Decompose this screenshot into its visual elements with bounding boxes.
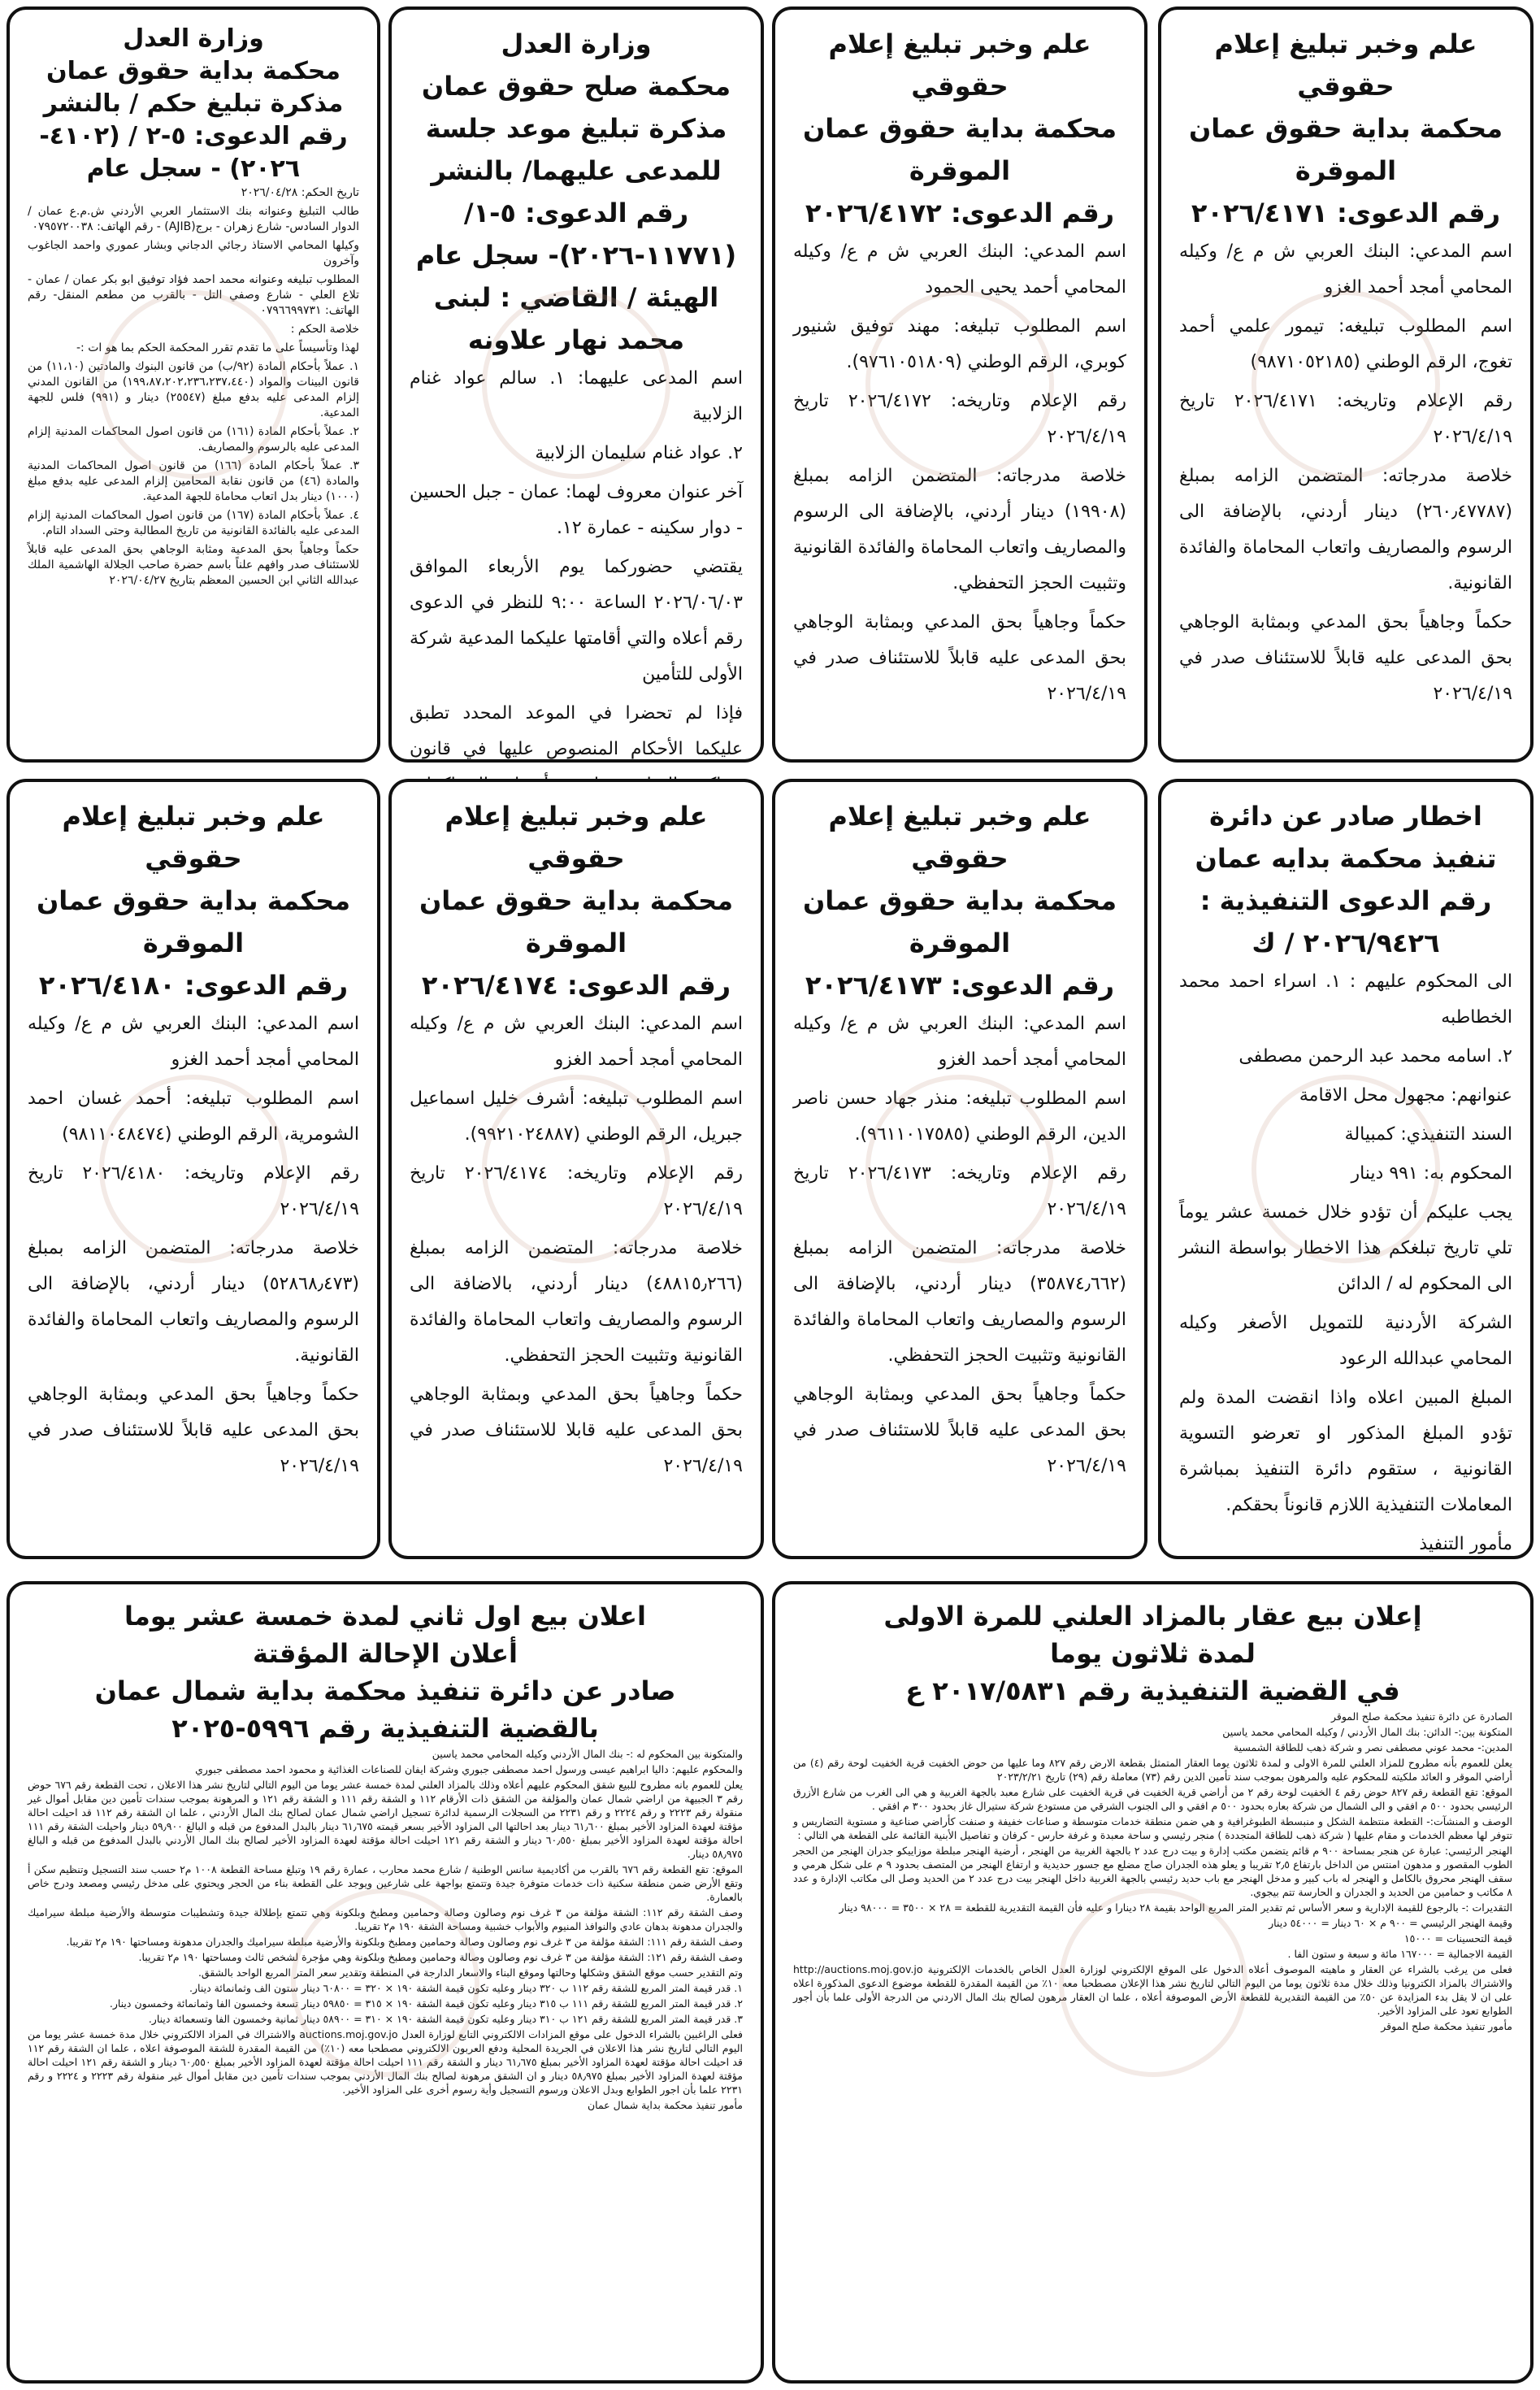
notice-paragraph: حكماً وجاهياً بحق المدعي وبمثابة الوجاهي بحق المدعى عليه قابلاً للاستئناف صدر في ٢٠٢٦/٤/١٩ <box>793 612 1126 704</box>
notice-paragraph: الموقع: تقع القطعة رقم ٦٧٦ بالقرب من أكاديمية سانس الوطنية / شارع محمد محارب ، عمارة رقم ١٩ وتبلغ مساحة القطعة ١٠٠٨ م٢ حسب سند التسجيل وتنظيم سكن أ وتقع الأرض ضمن منطقة سكنية ذات خدمات متوفرة جيدة وتتمتع بواجهة على شارعين ويوجد على القطعة بناء من الحجر ويحتوي على مدخل رئيسي ومصعد ودرج خاص بالعمارة. <box>28 1863 744 1903</box>
notice-heading-line: للمدعى عليهما/ بالنشر <box>431 155 722 186</box>
notice-paragraph: المدين:- محمد عوني مصطفى نصر و شركة ذهب للطاقة الشمسية <box>1233 1741 1512 1753</box>
notice-paragraph: حكماً وجاهياً بحق المدعي وبمثابة الوجاهي بحق المدعى عليه قابلا للاستئناف صدر في ٢٠٢٦/٤/١٩ <box>410 1384 743 1476</box>
notice-paragraph: السند التنفيذي: كمبيالة <box>1344 1124 1512 1145</box>
notice-heading-line: ٢٠٢٦/٩٤٢٦ / ك <box>1252 928 1440 958</box>
notice-paragraph: فعلى من يرغب بالشراء عن العقار و ماهيته الموصوف أعلاه الدخول على الموقع الإلكتروني لوزارة العدل الخاص بالخدمات الإلكترونية http://auctions.moj.gov.jo والاشتراك بالمزاد الكترونيا وذلك خلال مدة ثلاثون يوما من اليوم التالي لتاريخ نشر هذا الإعلان مصطحبا معه ١٠٪ من القيمة المقدرة للقطعة موضوع الدعوى المذكورة اعلاه على ان لا يقل بدء المزايدة عن ٥٠٪ من القيمة التقديرية للقطعة الأرض الموصوفة أعلاه ، علما ان العقار مرهون لصالح بنك المال الاردني من الدرجة الأولى علما بأن أجور الطوابع تعود على المزاود الأخير. <box>793 1963 1512 2017</box>
notice-paragraph: ٢. عواد غنام سليمان الزلابية <box>535 443 743 463</box>
notice-paragraph: يعلن للعموم بانه مطروح للبيع شقق المحكوم عليهم أعلاه وذلك بالمزاد العلني لمدة خمسة عشر يوما من اليوم التالي لتاريخ نشر هذا الاعلان ، تحت القطعة رقم ٦٧٦ حوض رقم ٣ الجبيهة من اراضي شمال عمان والمؤلفة من الشقق ذات الأرقام ١١٢ و الشقة رقم ١١١ و الشقة رقم ١٢١ و المرهونة بموجب سندات تأمين دين مقابل أموال غير منقولة رقم ٢٢٢٣ و رقم ٢٢٢٤ و رقم ٢٢٣١ من السجلات الرسمية لدائرة تسجيل اراضي شمال عمان لصالح بنك المال الأردني ، علما ان الشقة رقم ١١٢ قد احيلت احالة مؤقتة لعهدة المزاود الأخير بمبلغ ٦١٫٦٠٠ دينار بعد احالتها الى المزاود الأخير بسعر قيمته ٦١٫٦٧٥ دينار بالبدل المدفوع من قبله و البالغ ٥٩٫٩٠٠ دينار واحيلت الشقة رقم ١١١ احالة مؤقتة لعهدة المزاود الأخير بمبلغ ٦٠٫٥٥٠ دينار و الشقة رقم ١٢١ احيلت احالة مؤقتة لعهدة المزاود الأخير لصالح بنك المال الأردني بالبدل المدفوع من قبله و البالغ ٥٨٫٩٧٥ دينار. <box>28 1779 744 1860</box>
notice-heading-line: محكمة بداية حقوق عمان <box>36 885 351 916</box>
notice-paragraph: يعلن للعموم بأنه مطروح للمزاد العلني للمرة الاولى و لمدة ثلاثون يوما العقار المتمثل بقطعة الارض رقم ٨٢٧ وما عليها من حوض الخفيت قرية الخفيت لوحة رقم (٤) من أراضي الموقر و العائد ملكيته للمحكوم عليه والمرهون بموجب سند تأمين الدين رقم (٧٣) معاملة رقم (٢٩) تاريخ ٢٠٢٣/٢/٢١ <box>793 1757 1512 1783</box>
notice-paragraph: مأمور تنفيذ محكمة بداية شمال عمان <box>587 2099 743 2111</box>
notice-paragraph: خلاصة مدرجاته: المتضمن الزامه بمبلغ (١٩٩٠٨) دينار أردني، بالإضافة الى الرسوم والمصاريف واتعاب المحاماة والفائدة القانونية وتثبيت الحجز التحفظي. <box>793 466 1126 593</box>
notice-paragraph: ٢. قدر قيمة المتر المربع للشقة رقم ١١١ ب ٣١٥ دينار وعليه تكون قيمة الشقة ١٩٠ × ٣١٥ = ٥٩٨٥٠ دينار تسعة وخمسون الفا وثمانمائة وخمسون دينار. <box>109 1997 743 2010</box>
notice-4171 <box>1158 7 1533 763</box>
notice-paragraph: ٤. عملاً بأحكام المادة (١٦٧) من قانون اصول المحاكمات المدنية إلزام المدعى عليه بالفائدة القانونية من تاريخ المطالبة وحتى السداد التام. <box>28 509 359 537</box>
notice-4172 <box>772 7 1147 763</box>
notice-paragraph: خلاصة مدرجاته: المتضمن الزامه بمبلغ (٥٢٨٦٨٫٤٧٣) دينار أردني، بالإضافة الى الرسوم والمصاريف واتعاب المحاماة والفائدة القانونية. <box>28 1238 359 1366</box>
notice-paragraph: حكماً وجاهياً بحق المدعية ومثابة الوجاهي بحق المدعى عليه قابلاً للاستئناف صدر وافهم علناً باسم حضرة صاحب الجلالة الهاشمية الملك عبدالله الثاني ابن الحسين المعظم بتاريخ ٢٠٢٦/٠٤/٢٧ <box>28 543 359 587</box>
notice-paragraph: رقم الإعلام وتاريخه: ٢٠٢٦/٤١٧١ تاريخ ٢٠٢٦/٤/١٩ <box>1179 391 1512 447</box>
notice-paragraph: طالب التبليغ وعنوانه بنك الاستثمار العربي الأردني ش.م.ع عمان / الدوار السادس- شارع زهران - برج(AJIB) - رقم الهاتف: ٠٧٩٥٧٢٠٠٣٨ <box>28 205 359 233</box>
notice-heading-line: اعلان بيع اول ثاني لمدة خمسة عشر يوما <box>124 1601 646 1632</box>
notice-paragraph: المبلغ المبين اعلاه واذا انقضت المدة ولم تؤدو المبلغ المذكور او تعرضو التسوية القانونية ، ستقوم دائرة التنفيذ بمباشرة المعاملات التنفيذية اللازم قانوناً بحقكم. <box>1179 1388 1512 1515</box>
notice-paragraph: رقم الإعلام وتاريخه: ٢٠٢٦/٤١٧٢ تاريخ ٢٠٢٦/٤/١٩ <box>793 391 1126 447</box>
notice-paragraph: والمتكونة بين المحكوم له :- بنك المال الأردني وكيله المحامي محمد ياسين <box>432 1748 743 1760</box>
notice-body <box>28 1747 743 2112</box>
notice-body <box>410 1006 743 1484</box>
notice-4174 <box>388 779 764 1559</box>
notice-heading-line: رقم الدعوى: ٥-٢ / (٤١٠٢- <box>39 122 348 150</box>
notice-paragraph: خلاصة مدرجاته: المتضمن الزامه بمبلغ (٢٦٠٫٤٧٧٨٧) دينار أردني، بالإضافة الى الرسوم والمصاريف واتعاب المحاماة والفائدة القانونية. <box>1179 466 1512 593</box>
notice-paragraph: وقيمة الهنجر الرئيسي = ٩٠٠ م × ٦٠ دينار = ٥٤٠٠٠ دينار <box>1269 1917 1512 1929</box>
notice-heading-line: رقم الدعوى: ٢٠٢٦/٤١٧٣ <box>805 970 1115 1001</box>
notice-body <box>28 1006 359 1484</box>
notice-paragraph: رقم الإعلام وتاريخه: ٢٠٢٦/٤١٧٣ تاريخ ٢٠٢٦/٤/١٩ <box>793 1163 1126 1219</box>
notice-paragraph: عنوانهم: مجهول محل الاقامة <box>1299 1085 1512 1106</box>
notice-paragraph: ١. قدر قيمة المتر المربع للشقة رقم ١١٢ ب ٣٢٠ دينار وعليه تكون قيمة الشقة ١٩٠ × ٣٢٠ = ٦٠٨٠٠ دينار ستون الف وثمانمائة دينار. <box>189 1982 743 1994</box>
notice-paragraph: يقتضي حضوركما يوم الأربعاء الموافق ٢٠٢٦/٠٦/٠٣ الساعة ٩:٠٠ للنظر في الدعوى رقم أعلاه والتي أقامتها عليكما المدعية شركة الأولى للتأمين <box>410 557 743 684</box>
notice-paragraph: خلاصة مدرجاته: المتضمن الزامه بمبلغ (٤٨٨١٥٫٢٦٦) دينار أردني، بالاضافة الى الرسوم والمصاريف واتعاب المحاماة والفائدة القانونية وتثبيت الحجز التحفظي. <box>410 1238 743 1366</box>
notice-paragraph: اسم المطلوب تبليغه: أشرف خليل اسماعيل جبريل، الرقم الوطني (٩٩٢١٠٢٤٨٨٧). <box>410 1089 743 1145</box>
notice-judgment-4102 <box>7 7 380 763</box>
notice-paragraph: تاريخ الحكم: ٢٠٢٦/٠٤/٢٨ <box>241 186 359 199</box>
notice-paragraph: والمحكوم عليهم: داليا ابراهيم عيسى ورسول احمد مصطفى جبوري وشركة ايفان للصناعات الغذائية و محمود احمد مصطفى جبوري <box>195 1763 743 1775</box>
notice-paragraph: الشركة الأردنية للتمويل الأصغر وكيله المحامي عبدالله الرعود <box>1179 1313 1512 1369</box>
notice-paragraph: مأمور التنفيذ <box>1419 1534 1512 1554</box>
notice-paragraph: رقم الإعلام وتاريخه: ٢٠٢٦/٤١٧٤ تاريخ ٢٠٢٦/٤/١٩ <box>410 1163 743 1219</box>
notice-heading-line: رقم الدعوى: ٥-١/ <box>463 198 689 228</box>
notice-heading-line: رقم الدعوى: ٢٠٢٦/٤١٧١ <box>1191 198 1501 228</box>
notice-heading-line: علم وخبر تبليغ إعلام حقوقي <box>828 801 1091 874</box>
notice-paragraph: لهذا وتأسيساً على ما تقدم تقرر المحكمة الحكم بما هو ات :- <box>76 341 359 354</box>
notice-heading-line: الموقرة <box>909 928 1011 958</box>
notice-body <box>793 1710 1512 2033</box>
notice-paragraph: المحكوم به: ٩٩١ دينار <box>1351 1163 1512 1184</box>
notice-paragraph: التقديرات :- بالرجوع للقيمة الإدارية و سعر الأساس ثم تقدير المتر المربع الواحد بقيمة ٢٨ دينارا و عليه فأن القيمة التقديرية للقطعة = ٢٨ × ٣٥٠٠ = ٩٨٠٠٠ دينار <box>839 1901 1512 1914</box>
notice-paragraph: اسم المطلوب تبليغه: تيمور علمي أحمد تغوج، الرقم الوطني (٩٨٧١٠٥٢١٨٥) <box>1179 316 1512 372</box>
notice-heading-line: إعلان بيع عقار بالمزاد العلني للمرة الاولى <box>883 1601 1422 1632</box>
notice-heading-line: ٢٠٢٦) - سجل عام <box>86 154 301 183</box>
notice-auction-5831 <box>772 1581 1533 2383</box>
notice-heading-line: مذكرة تبليغ حكم / بالنشر <box>43 89 344 118</box>
notice-heading-line: محكمة بداية حقوق عمان <box>802 885 1117 916</box>
notice-paragraph: اسم المدعي: البنك العربي ش م ع/ وكيله المحامي أمجد أحمد الغزو <box>410 1014 743 1070</box>
notice-execution-9426 <box>1158 779 1533 1559</box>
notice-paragraph: الى المحكوم عليهم : ١. اسراء احمد محمد الخطاطبه <box>1179 971 1512 1028</box>
notice-body <box>793 1006 1126 1484</box>
notice-paragraph: الصادرة عن دائرة تنفيذ محكمة صلح الموقر <box>1330 1710 1512 1723</box>
notice-paragraph: فإذا لم تحضرا في الموعد المحدد تطبق عليكما الأحكام المنصوص عليها في قانون <box>410 703 743 759</box>
notice-paragraph: حكماً وجاهياً بحق المدعي وبمثابة الوجاهي بحق المدعى عليه قابلاً للاستئناف صدر في ٢٠٢٦/٤/١٩ <box>28 1384 359 1476</box>
notice-paragraph: المطلوب تبليغه وعنوانه محمد احمد فؤاد توفيق ابو بكر عمان / عمان - تلاع العلي - شارع وصفي التل - بالقرب من مطعم المنقل- رقم الهاتف: ٠٧٩٦٦٩٩٧٣١ <box>28 273 359 317</box>
notice-heading-line: لمدة ثلاثون يوما <box>1050 1638 1256 1669</box>
notice-paragraph: فعلى الراغبين بالشراء الدخول على موقع المزادات الالكتروني التابع لوزارة العدل auctions.moj.gov.jo والاشتراك في المزاد الالكتروني خلال مدة خمسة عشر يوما من اليوم التالي لتاريخ نشر هذا الاعلان في الجريدة المحلية ودفع العربون الالكتروني مصطحبا معه (١٠٪) من القيمة المقدرة للشقة الموصوفة اعلاه ، علما ان الشقة رقم ١١٢ قد احيلت احالة مؤقتة لعهدة المزاود الأخير بمبلغ ٦١٫٦٧٥ دينار و الشقة رقم ١١١ احيلت احالة مؤقتة لعهدة المزاود الأخير بمبلغ ٦٠٫٥٥٠ دينار و الشقة رقم ١٢١ احيلت احالة مؤقتة لعهدة المزاود الأخير بمبلغ ٥٨٫٩٧٥ دينار و ان الشقق مرهونة لصالح بنك المال الأردني بموجب سندات تأمين دين مقابل أموال غير منقولة رقم ٢٢٢٣ و ٢٢٢٤ و رقم ٢٢٣١ علما بأن اجور الطوابع وبدل الاعلان ورسوم التسجيل وأية رسوم أخرى على المزاود الأخير. <box>28 2028 743 2096</box>
notice-paragraph: ٣. قدر قيمة المتر المربع للشقة رقم ١٢١ ب ٣١٠ دينار وعليه تكون قيمة الشقة ١٩٠ × ٣١٠ = ٥٨٩٠٠ دينار ثمانية وخمسون الفا وتسعمائة دينار. <box>148 2013 743 2025</box>
notice-paragraph: خلاصة الحكم : <box>290 323 359 336</box>
notice-body <box>1179 234 1512 712</box>
notice-heading-line: محكمة بداية حقوق عمان <box>1188 113 1503 144</box>
notice-heading-line: محكمة بداية حقوق عمان <box>419 885 734 916</box>
notice-paragraph: الوصف و المنشآت:- القطعة منتظمة الشكل و منبسطة الطبوغرافية و هي ضمن منطقة خدمات متوسطة و صناعات خفيفة و صنفت كأراضي صناعية و مستوية التضاريس و تتوفر لها معظم الخدمات و مقام عليها ( شركة ذهب للطاقة المتجددة ) منجر رئيسي و ساحة معبدة و غرفة حارس - كرفان و تفاصيل الأبنية القائمة على القطعة هي التالي : <box>793 1815 1512 1841</box>
notice-heading-line: رقم الدعوى: ٢٠٢٦/٤١٨٠ <box>38 970 349 1001</box>
notice-heading-line: محمد نهار علاونه <box>467 324 685 355</box>
notice-paragraph: خلاصة مدرجاته: المتضمن الزامه بمبلغ (٣٥٨٧٤٫٦٦٢) دينار أردني، بالإضافة الى الرسوم والمصاريف واتعاب المحاماة والفائدة القانونية وتثبيت الحجز التحفظي. <box>793 1238 1126 1366</box>
notice-heading-line: تنفيذ محكمة بدايه عمان <box>1195 843 1497 874</box>
notice-paragraph: اسم المدعي: البنك العربي ش م ع/ وكيله المحامي أمجد أحمد الغزو <box>793 1014 1126 1070</box>
notice-body <box>28 185 359 589</box>
notice-paragraph: اسم المدعي: البنك العربي ش م ع/ وكيله المحامي أحمد يحيى الحمود <box>793 241 1126 298</box>
notice-paragraph: مأمور تنفيذ محكمة صلح الموقر <box>1381 2020 1512 2032</box>
notice-body <box>410 361 743 839</box>
notice-heading-line: محكمة بداية حقوق عمان <box>46 57 341 85</box>
notice-paragraph: وتم التقدير حسب موقع الشقق وشكلها وحالتها وموقع البناء والاسعار الدارجة في المنطقة وتقدير سعر المتر المربع الواحد بالشقق. <box>197 1966 743 1979</box>
notice-paragraph: ١. عملاً بأحكام المادة (٩٢/ب) من قانون البنوك والمادتين (١١،١٠) من قانون البينات والمواد (١٩٩،٨٧،٢٠٢،٢٣٦،٢٣٧،٤٤٠) من القانون المدني إلزام المدعى عليه بدفع مبلغ (٢٥٥٤٧) دينار و (٩٩١) فلس للجهة المدعية. <box>28 360 360 419</box>
notice-paragraph: ٢. اسامه محمد عبد الرحمن مصطفى <box>1239 1046 1512 1067</box>
notice-heading-line: الموقرة <box>525 928 627 958</box>
notice-heading-line: الموقرة <box>1295 155 1397 186</box>
notice-heading-line: الموقرة <box>909 155 1011 186</box>
notice-paragraph: اسم المدعي: البنك العربي ش م ع/ وكيله المحامي أمجد أحمد الغزو <box>28 1014 359 1070</box>
notice-paragraph: ٢. عملاً بأحكام المادة (١٦١) من قانون اصول المحاكمات المدنية إلزام المدعى عليه بالرسوم والمصاريف. <box>28 425 359 454</box>
notice-heading-line: في القضية التنفيذية رقم ٢٠١٧/٥٨٣١ ع <box>905 1675 1400 1706</box>
notice-heading-line: علم وخبر تبليغ إعلام حقوقي <box>1214 28 1477 102</box>
notice-heading-line: وزارة العدل <box>123 24 264 53</box>
notice-heading-line: الموقرة <box>142 928 245 958</box>
notice-paragraph: وكيلها المحامي الاستاذ رجائي الدجاني وبشار عموري واحمد الجاغوب وآخرون <box>28 239 359 267</box>
notice-heading-line: علم وخبر تبليغ إعلام حقوقي <box>828 28 1091 102</box>
notice-body <box>793 234 1126 712</box>
notice-paragraph: الهنجر الرئيسي: عبارة عن هنجر بمساحة ٩٠٠ م قائم يتضمن مكتب إدارة و بيت درج عدد ٢ بالجهة الغربية من الهنجر ، أرضية الهنجر مبلطة موزاييكو جدران الهنجر من الحجر الطوب المقصور و مدهون امنتس من الداخل بارتفاع ٢٫٥ تقريبا و يعلو هذه الجدران صاج مضلع مع جسور حديدية و ارتفاع الهنجر من المتصف بحدود ٩ م على شكل هرمي و سقف الهنجر محروق بالكامل و الهنجر له باب كبير و مدخل الهنجر مع باب حديد رئيسي بالجهة الغربية داخل الهنجر بيت درج عدد ٢ من الحديد وصل الى مكاتب الإدارة و عدد ٨ مكاتب و حمامين من الحديد و الجدران و الحارسة تتم بيجوي. <box>793 1845 1513 1898</box>
notice-auction-5996 <box>7 1581 764 2383</box>
notice-body <box>1179 964 1512 1562</box>
notice-heading-line: محكمة صلح حقوق عمان <box>421 71 731 102</box>
notice-paragraph: اسم المطلوب تبليغه: مهند توفيق شنيور كوبري، الرقم الوطني (٩٧٦١٠٥١٨٠٩). <box>793 316 1126 372</box>
notice-heading-line: صادر عن دائرة تنفيذ محكمة بداية شمال عمان <box>94 1675 676 1706</box>
notice-heading-line: الهيئة / القاضي : لبنى <box>433 282 719 313</box>
notice-paragraph: رقم الإعلام وتاريخه: ٢٠٢٦/٤١٨٠ تاريخ ٢٠٢٦/٤/١٩ <box>28 1163 359 1219</box>
notice-paragraph: اسم المدعي: البنك العربي ش م ع/ وكيله المحامي أمجد أحمد الغزو <box>1179 241 1512 298</box>
notice-paragraph: القيمة الاجمالية = ١٦٧٠٠٠ مائة و سبعة و ستون الفا . <box>1287 1948 1512 1960</box>
notice-paragraph: قيمة التحسينات = ١٥٠٠٠ <box>1403 1932 1512 1945</box>
notice-paragraph: وصف الشقة رقم ١١٢: الشقة مؤلفة من ٣ غرف نوم وصالون وصالة وحمامين ومطبخ وبلكونة وهي تتمتع بإطلالة جيدة وتشطيبات متوسطة والأرضية مبلطة سيراميك والجدران مدهونة بدهان عادي والنوافذ المنيوم والأبواب خشبية ومساحة الشقة ١٩٠ م٢ تقريبا. <box>28 1906 743 1932</box>
notice-heading-line: وزارة العدل <box>501 28 652 59</box>
notice-paragraph: وصف الشقة رقم ١١١: الشقة مؤلفة من ٣ غرف نوم وصالون وصالة وحمامين ومطبخ وبلكونة والأرضية مبلطة سيراميك والجدران مدهونة ومساحتها ١٩٠ م٢ تقريبا. <box>66 1936 743 1948</box>
notice-heading-line: بالقضية التنفيذية رقم ٥٩٩٦-٢٠٢٥ <box>171 1713 599 1744</box>
notice-heading-line: اخطار صادر عن دائرة <box>1209 801 1482 832</box>
notice-paragraph: حكماً وجاهياً بحق المدعي وبمثابة الوجاهي بحق المدعى عليه قابلاً للاستئناف صدر في ٢٠٢٦/٤/١٩ <box>793 1384 1126 1476</box>
notice-heading-line: مذكرة تبليغ موعد جلسة <box>425 113 727 144</box>
notice-paragraph: المتكونة بين:- الدائن: بنك المال الأردني / وكيله المحامي محمد ياسين <box>1222 1726 1512 1738</box>
notice-paragraph: آخر عنوان معروف لهما: عمان - جبل الحسين - دوار سكينه - عمارة ١٢. <box>410 482 743 538</box>
notice-heading-line: رقم الدعوى: ٢٠٢٦/٤١٧٢ <box>805 198 1115 228</box>
notice-heading-line: رقم الدعوى: ٢٠٢٦/٤١٧٤ <box>421 970 731 1001</box>
notice-4180 <box>7 779 380 1559</box>
notice-paragraph: حكماً وجاهياً بحق المدعي وبمثابة الوجاهي بحق المدعى عليه قابلاً للاستئناف صدر في ٢٠٢٦/٤/١٩ <box>1179 612 1512 704</box>
notice-heading-line: علم وخبر تبليغ إعلام حقوقي <box>445 801 708 874</box>
notice-heading-line: أعلان الإحالة المؤقتة <box>253 1638 518 1669</box>
notice-paragraph: وصف الشقة رقم ١٢١: الشقة مؤلفة من ٣ غرف نوم وصالون وصالة وحمامين ومطبخ وبلكونة وهي مؤجرة لشخص ثالث ومساحتها ١٩٠ م٢ تقريبا. <box>138 1951 743 1963</box>
notice-paragraph: ٣. عملاً بأحكام المادة (١٦٦) من قانون اصول المحاكمات المدنية والمادة (٤٦) من قانون نقابة المحامين إلزام المدعى عليه بدفع مبلغ (١٠٠٠) دينار بدل اتعاب محاماة للجهة المدعية. <box>28 459 359 503</box>
notice-heading-line: علم وخبر تبليغ إعلام حقوقي <box>62 801 325 874</box>
notice-heading-line: محكمة بداية حقوق عمان <box>802 113 1117 144</box>
notice-paragraph: اسم المطلوب تبليغه: أحمد غسان احمد الشومرية، الرقم الوطني (٩٨١١٠٤٨٤٧٤) <box>28 1089 359 1145</box>
notice-paragraph: اسم المدعى عليهما: ١. سالم عواد غنام الزلابية <box>410 368 743 424</box>
notice-heading-line: (١١٧٧١-٢٠٢٦)- سجل عام <box>415 240 737 271</box>
notice-session-summons <box>388 7 764 763</box>
notice-paragraph: اسم المطلوب تبليغه: منذر جهاد حسن ناصر الدين، الرقم الوطني (٩٦١١٠١٧٥٨٥). <box>793 1089 1126 1145</box>
notice-heading-line: رقم الدعوى التنفيذية : <box>1199 885 1492 916</box>
notice-paragraph: يجب عليكم أن تؤدو خلال خمسة عشر يوماً تلي تاريخ تبلغكم هذا الاخطار بواسطة النشر الى المحكوم له / الدائن <box>1179 1202 1512 1294</box>
notice-4173 <box>772 779 1147 1559</box>
notice-paragraph: الموقع: تقع القطعة رقم ٨٢٧ حوض رقم ٤ الخفيت لوحة رقم ٢ من أراضي قرية الخفيت في قرية الخفيت على شارع معبد بالجهة الغربية و هي الى الغرب من شارع الأزرق الرئيسي بحدود ٥٠٠ م افقي و الى الشمال من شركة بعاره بحدود ٥٠٠ م افقي و الى الجنوب الشرقي من مستودع شركة ستيرال غاز بحدود ٣٠٠ م افقي . <box>793 1786 1512 1812</box>
